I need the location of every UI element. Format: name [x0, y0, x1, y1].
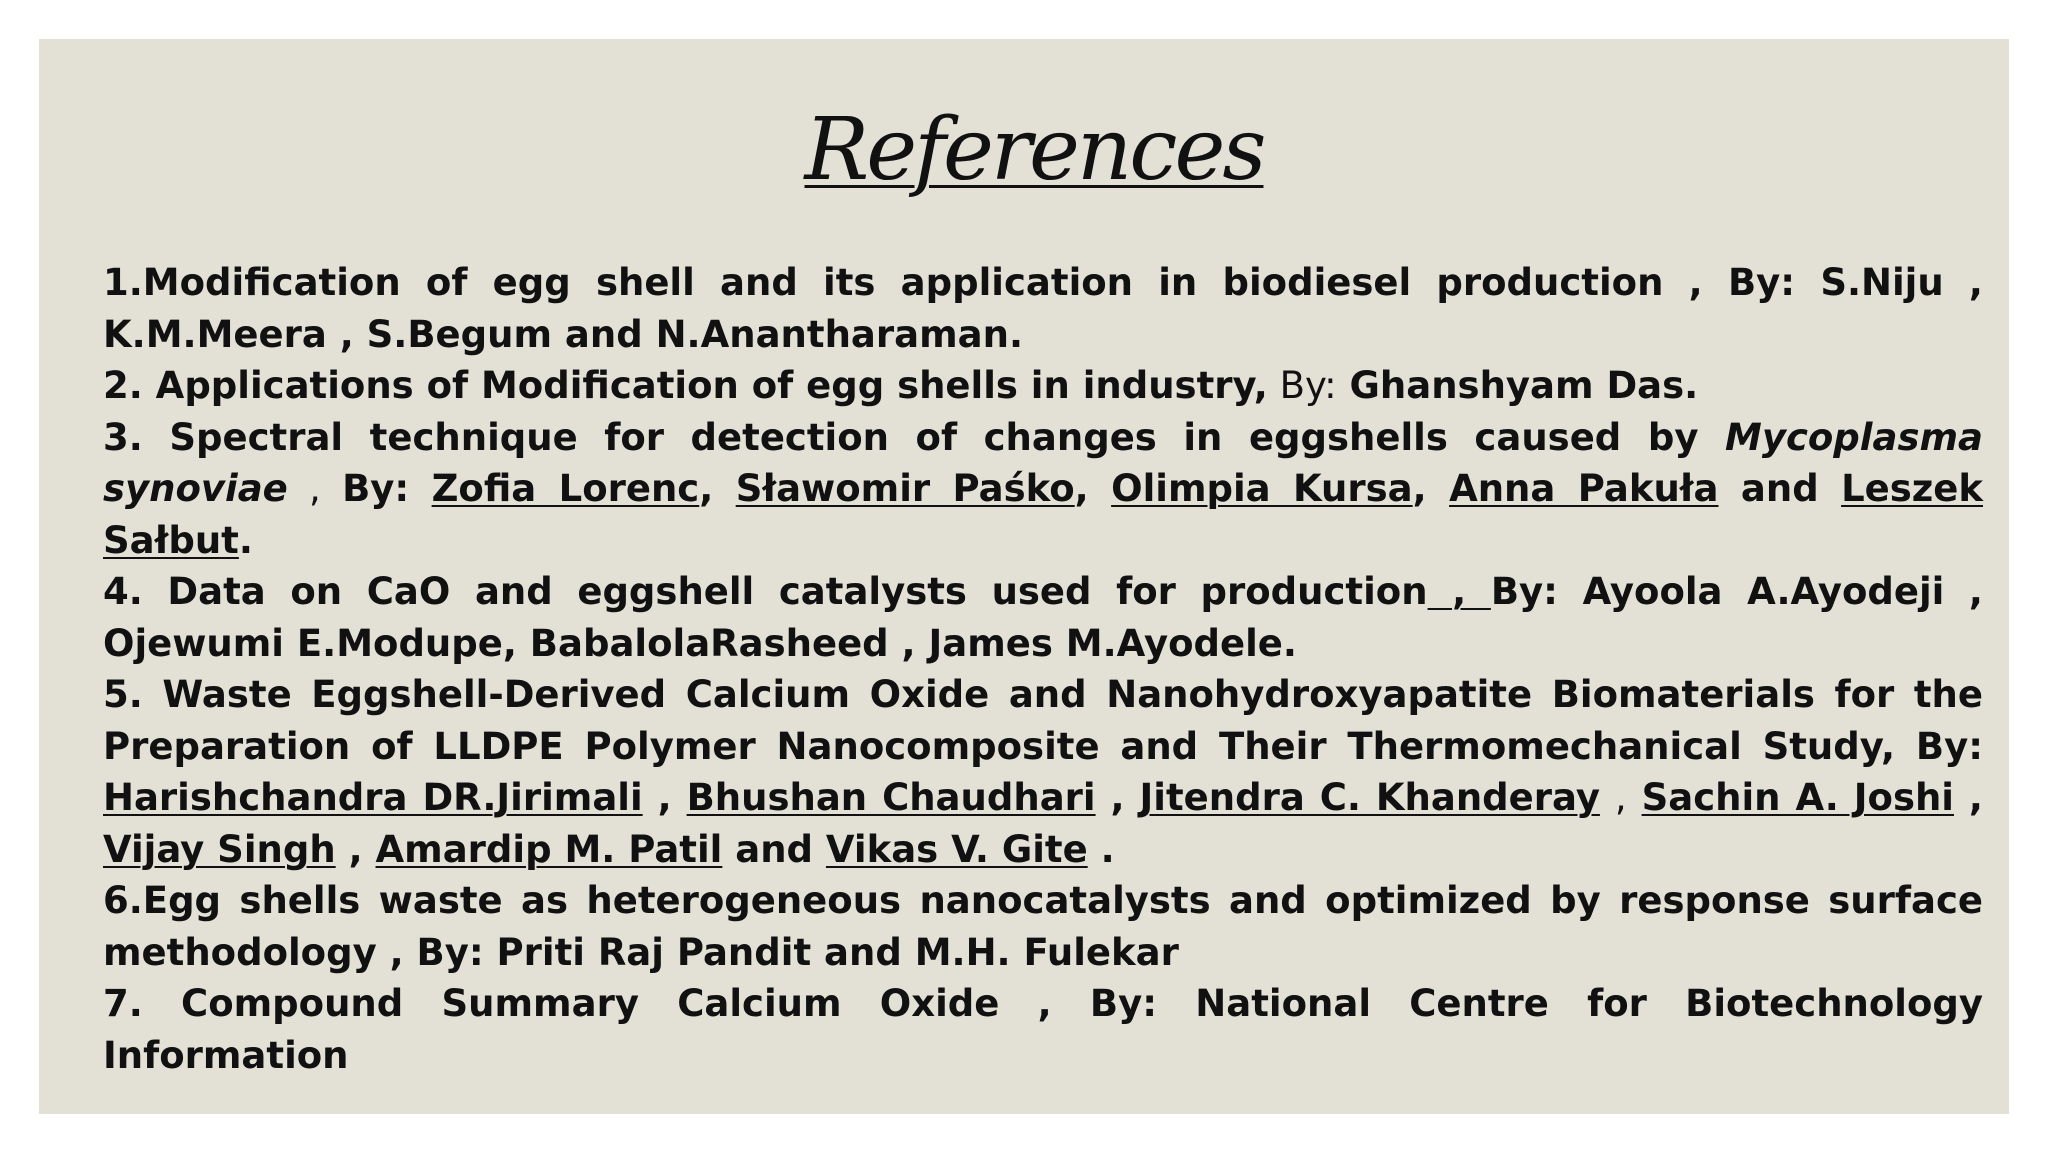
reference-2: 2. Applications of Modification of egg shells in industry, By: Ghanshyam Das. [103, 364, 1699, 407]
author-link-harishchandra-jirimali[interactable]: Harishchandra DR.Jirimali [103, 776, 643, 819]
reference-7: 7. Compound Summary Calcium Oxide , By: National Centre for Biotechnology Information [103, 982, 1983, 1077]
reference-3: 3. Spectral technique for detection of changes in eggshells caused by Mycoplasma synoviae , By: Zofia Lorenc, Sławomir Paśko, Olimpia Kursa, Anna Pakuła and Leszek Sałbut. [103, 415, 1984, 562]
author-link-olimpia-kursa[interactable]: Olimpia Kursa [1111, 467, 1413, 510]
reference-list [103, 257, 1983, 1081]
author-link-slawomir-pasko[interactable]: Sławomir Paśko [735, 467, 1075, 510]
author-link-vijay-singh[interactable]: Vijay Singh [103, 827, 336, 871]
species-name: Mycoplasma synoviae [103, 415, 1983, 510]
slide [39, 39, 2009, 1114]
reference-4: 4. Data on CaO and eggshell catalysts used for production , By: Ayoola A.Ayodeji , Ojewumi E.Modupe, BabalolaRasheed , James M.Ayodele. [103, 570, 1983, 665]
reference-5: 5. Waste Eggshell-Derived Calcium Oxide and Nanohydroxyapatite Biomaterials for the Preparation of LLDPE Polymer Nanocomposite and Their Thermomechanical Study, By: Harishchandra DR.Jirimali , Bhushan Chaudhari , Jitendra C. Khanderay , Sachin A. Joshi , Vijay Singh , Amardip M. Patil and Vikas V. Gite . [103, 673, 1983, 871]
author-link-zofia-lorenc[interactable]: Zofia Lorenc [431, 467, 700, 510]
author-link-amardip-patil[interactable]: Amardip M. Patil [375, 827, 723, 871]
author-link-sachin-joshi[interactable]: Sachin A. Joshi [1641, 776, 1954, 819]
author-link-jitendra-khanderay[interactable]: Jitendra C. Khanderay [1139, 776, 1600, 819]
author-link-anna-pakula[interactable]: Anna Pakuła [1449, 467, 1719, 510]
author-link-vikas-gite[interactable]: Vikas V. Gite [825, 827, 1088, 871]
slide-title: References [804, 100, 1264, 200]
reference-1: 1.Modification of egg shell and its application in biodiesel production , By: S.Niju , K.M.Meera , S.Begum and N.Anantharaman. [103, 261, 1983, 356]
author-link-leszek-salbut[interactable]: Leszek Sałbut [103, 467, 1984, 562]
author-link-bhushan-chaudhari[interactable]: Bhushan Chaudhari [686, 776, 1096, 819]
reference-6: 6.Egg shells waste as heterogeneous nanocatalysts and optimized by response surface methodology , By: Priti Raj Pandit and M.H. Fulekar [103, 879, 1983, 974]
